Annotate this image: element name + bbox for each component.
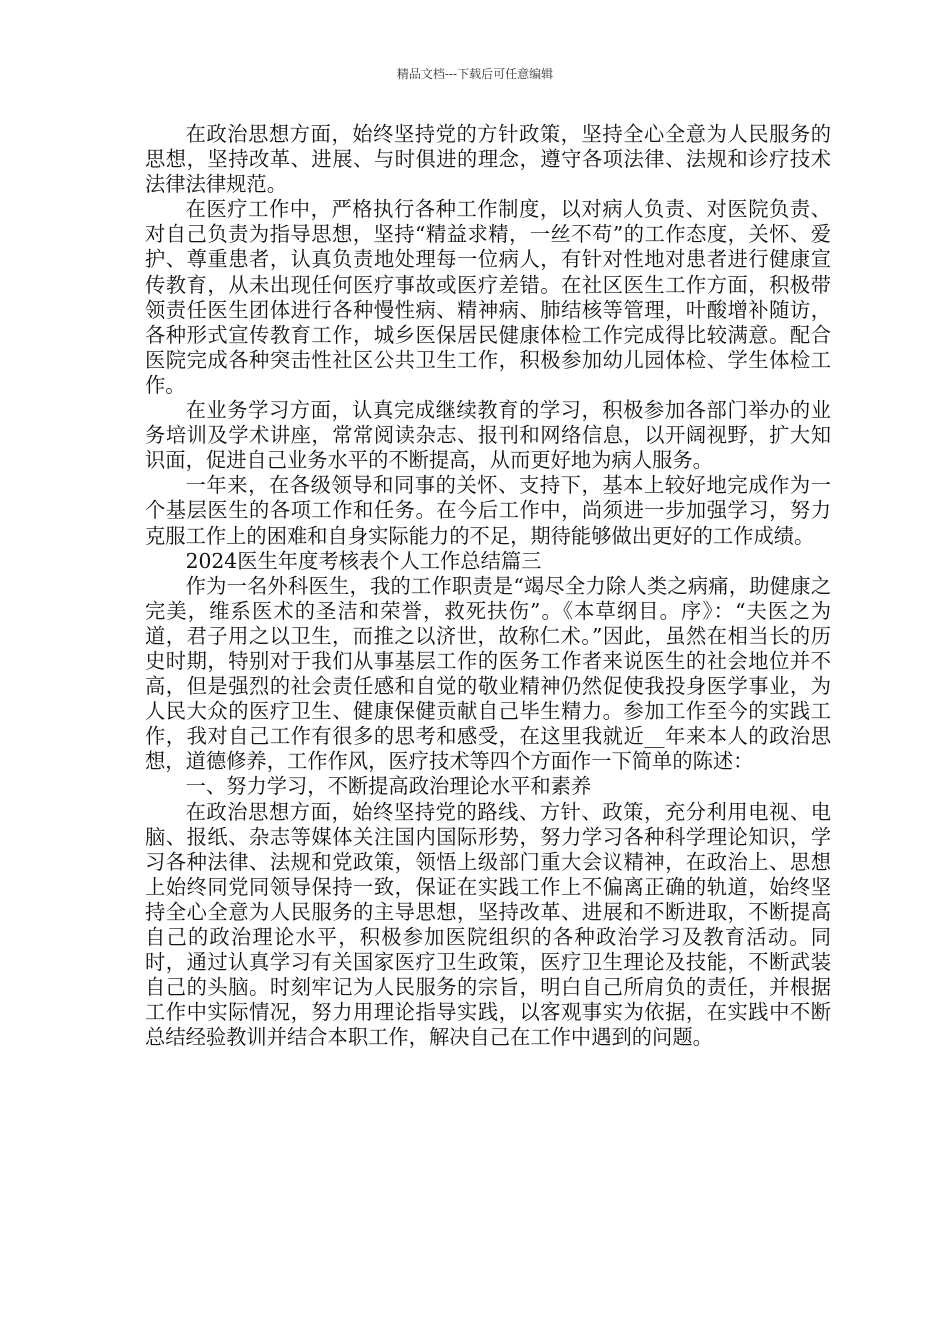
page-header: 精品文档---下载后可任意编辑 [396,67,554,81]
paragraph-political-thought: 在政治思想方面，始终坚持党的方针政策，坚持全心全意为人民服务的思想，坚持改革、进展、与时俱进的理念，遵守各项法律、法规和诊疗技术法律法律规范。 [145,122,831,197]
paragraph-political-study: 在政治思想方面，始终坚持党的路线、方针、政策，充分利用电视、电脑、报纸、杂志等媒体关注国内国际形势，努力学习各种科学理论知识，学习各种法律、法规和党政策，领悟上级部门重大会议精神，在政治上、思想上始终同党同领导保持一致，保证在实践工作上不偏离正确的轨道，始终坚持全心全意为人民服务的主导思想，坚持改革、进展和不断进取，不断提高自己的政治理论水平，积极参加医院组织的各种政治学习及教育活动。同时，通过认真学习有关国家医疗卫生政策，医疗卫生理论及技能，不断武装自己的头脑。时刻牢记为人民服务的宗旨，明白自己所肩负的责任，并根据工作中实际情况，努力用理论指导实践，以客观事实为依据，在实践中不断总结经验教训并结合本职工作，解决自己在工作中遇到的问题。 [145,799,831,1050]
paragraph-professional-study: 在业务学习方面，认真完成继续教育的学习，积极参加各部门举办的业务培训及学术讲座，常常阅读杂志、报刊和网络信息，以开阔视野，扩大知识面，促进自己业务水平的不断提高，从而更好地为病人服务。 [145,398,831,473]
paragraph-year-summary: 一年来，在各级领导和同事的关怀、支持下，基本上较好地完成作为一个基层医生的各项工作和任务。在今后工作中，尚须进一步加强学习，努力克服工作上的困难和自身实际能力的不足，期待能够做出更好的工作成绩。 [145,473,831,548]
document-body [145,122,831,1050]
subsection-heading: 一、努力学习，不断提高政治理论水平和素养 [185,774,592,799]
paragraph-surgeon-duties: 作为一名外科医生，我的工作职责是“竭尽全力除人类之病痛，助健康之完美，维系医术的圣洁和荣誉，救死扶伤”。《本草纲目。序》：“夫医之为道，君子用之以卫生，而推之以济世，故称仁术。”因此，虽然在相当长的历史时期，特别对于我们从事基层工作的医务工作者来说医生的社会地位并不高，但是强烈的社会责任感和自觉的敬业精神仍然促使我投身医学事业，为人民大众的医疗卫生、健康保健贡献自己毕生精力。参加工作至今的实践工作，我对自己工作有很多的思考和感受，在这里我就近__年来本人的政治思想，道德修养，工作作风，医疗技术等四个方面作一下简单的陈述： [145,573,831,774]
paragraph-medical-work: 在医疗工作中，严格执行各种工作制度，以对病人负责、对医院负责、对自己负责为指导思想，坚持“精益求精，一丝不苟”的工作态度，关怀、爱护、尊重患者，认真负责地处理每一位病人，有针对性地对患者进行健康宣传教育，从未出现任何医疗事故或医疗差错。在社区医生工作方面，积极带领责任医生团体进行各种慢性病、精神病、肺结核等管理，叶酸增补随访，各种形式宣传教育工作，城乡医保居民健康体检工作完成得比较满意。配合医院完成各种突击性社区公共卫生工作，积极参加幼儿园体检、学生体检工作。 [145,197,831,397]
section-heading: 2024医生年度考核表个人工作总结篇三 [185,548,542,573]
